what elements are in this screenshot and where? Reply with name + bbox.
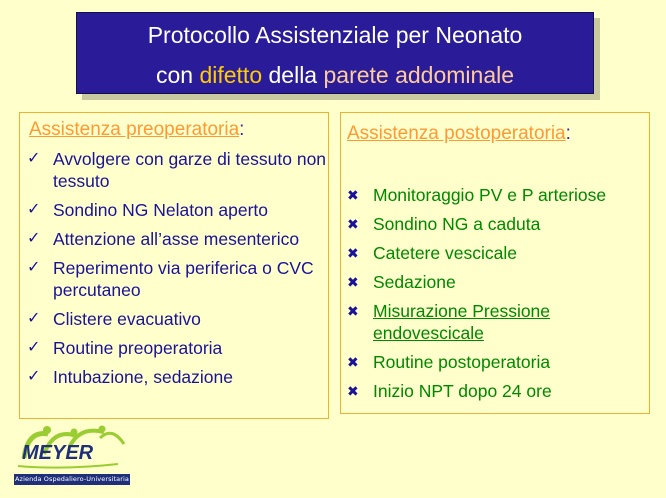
cross-mark-icon: ✖ bbox=[347, 245, 359, 261]
list-item-text: Sedazione bbox=[373, 272, 456, 292]
checkmark-icon: ✓ bbox=[27, 310, 41, 327]
postoperative-heading bbox=[347, 123, 571, 145]
postoperative-list bbox=[347, 184, 647, 409]
preoperative-heading bbox=[29, 119, 244, 141]
list-item-text: Clistere evacuativo bbox=[53, 309, 201, 329]
list-item bbox=[347, 184, 647, 206]
title-line-2-pre: con bbox=[155, 62, 200, 88]
logo-tagline: Azienda Ospedaliero-Universitaria bbox=[15, 475, 129, 483]
postoperative-heading-text: Assistenza postoperatoria bbox=[347, 123, 566, 144]
list-item-text: Monitoraggio PV e P arteriose bbox=[373, 185, 607, 205]
checkmark-icon: ✓ bbox=[27, 339, 41, 356]
list-item bbox=[27, 308, 327, 330]
list-item-text: Misurazione Pressione endovescicale bbox=[373, 301, 551, 343]
cross-mark-icon: ✖ bbox=[347, 354, 359, 370]
list-item bbox=[347, 271, 647, 293]
preoperative-panel bbox=[19, 112, 329, 419]
list-item-text: Sondino NG Nelaton aperto bbox=[53, 200, 268, 220]
list-item-text: Routine preoperatoria bbox=[53, 338, 223, 358]
preoperative-heading-text: Assistenza preoperatoria bbox=[29, 119, 240, 140]
list-item-text: Routine postoperatoria bbox=[373, 352, 551, 372]
list-item bbox=[347, 380, 647, 402]
list-item bbox=[347, 213, 647, 235]
title-word-difetto: difetto bbox=[199, 62, 263, 88]
list-item-text: Catetere vescicale bbox=[373, 243, 517, 263]
list-item bbox=[27, 257, 327, 301]
logo-name: MEYER bbox=[22, 442, 94, 464]
cross-mark-icon: ✖ bbox=[347, 274, 359, 290]
title-banner bbox=[76, 12, 594, 94]
list-item bbox=[347, 300, 647, 344]
list-item-text: Reperimento via periferica o CVC percutaneo bbox=[53, 258, 314, 300]
title-line-2-mid: della bbox=[262, 62, 324, 88]
title-line-2 bbox=[77, 58, 593, 92]
preoperative-heading-colon: : bbox=[239, 119, 245, 140]
preoperative-list bbox=[27, 148, 327, 395]
list-item-text: Intubazione, sedazione bbox=[53, 367, 233, 387]
list-item-text: Attenzione all’asse mesenterico bbox=[53, 229, 300, 249]
list-item bbox=[27, 148, 327, 192]
title-line-1: Protocollo Assistenziale per Neonato bbox=[147, 22, 523, 48]
list-item bbox=[27, 228, 327, 250]
cross-mark-icon: ✖ bbox=[347, 187, 359, 203]
postoperative-heading-colon: : bbox=[565, 123, 571, 144]
cross-mark-icon: ✖ bbox=[347, 216, 359, 232]
cross-mark-icon: ✖ bbox=[347, 383, 359, 399]
checkmark-icon: ✓ bbox=[27, 259, 41, 276]
checkmark-icon: ✓ bbox=[27, 201, 41, 218]
list-item bbox=[27, 337, 327, 359]
list-item-text: Inizio NPT dopo 24 ore bbox=[373, 381, 552, 401]
list-item bbox=[347, 351, 647, 373]
checkmark-icon: ✓ bbox=[27, 230, 41, 247]
checkmark-icon: ✓ bbox=[27, 150, 41, 167]
postoperative-panel bbox=[340, 112, 650, 414]
checkmark-icon: ✓ bbox=[27, 368, 41, 385]
list-item-text: Avvolgere con garze di tessuto non tessuto bbox=[53, 149, 327, 191]
list-item-text: Sondino NG a caduta bbox=[373, 214, 541, 234]
list-item bbox=[27, 199, 327, 221]
list-item bbox=[27, 366, 327, 388]
list-item bbox=[347, 242, 647, 264]
cross-mark-icon: ✖ bbox=[347, 303, 359, 319]
title-word-parete: parete addominale bbox=[323, 62, 515, 88]
